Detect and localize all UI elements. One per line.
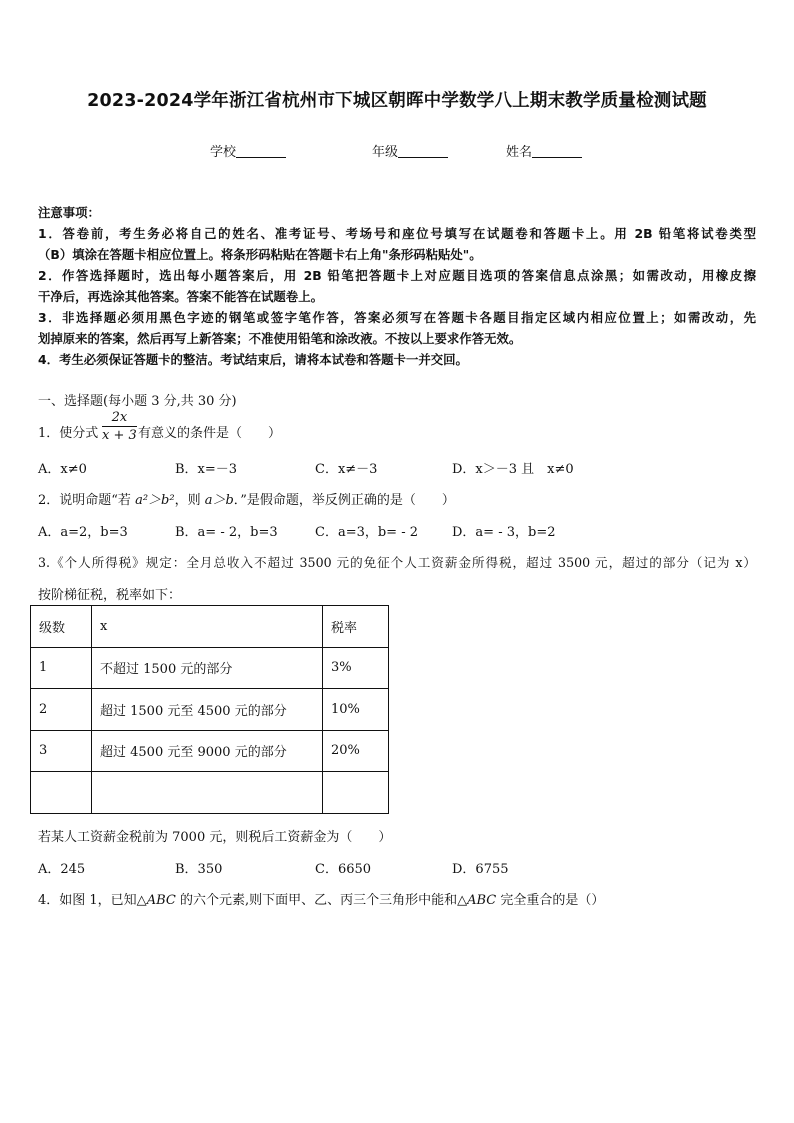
q1-option-b[interactable]: B．x=－3 [175,462,238,477]
notice-line: 4．考生必须保证答题卡的整洁。考试结束后，请将本试卷和答题卡一并交回。 [38,352,468,367]
q4-abc: ABC [467,893,497,908]
q2-stem-b: a²＞b² [135,493,175,508]
table-cell [323,772,389,814]
q3-question: 若某人工资薪金税前为 7000 元，则税后工资薪金为（ ） [38,830,392,845]
grade-field [372,141,448,160]
notice-line: （B）填涂在答题卡相应位置上。将条形码粘贴在答题卡右上角"条形码粘贴处"。 [38,247,482,262]
q2-stem-c: ，则 [174,493,205,508]
notice-line: 干净后，再选涂其他答案。答案不能答在试题卷上。 [38,289,323,304]
table-cell: 1 [31,647,92,689]
q2-option-a[interactable]: A．a=2，b=3 [38,525,128,540]
table-cell: 超过 1500 元至 4500 元的部分 [92,689,323,731]
table-cell: 3% [323,647,389,689]
table-cell: 20% [323,730,389,772]
q3-stem-line: 按阶梯征税，税率如下： [38,588,182,603]
table-row [31,730,389,772]
q4-stem-a: 4．如图 1，已知△ [38,893,147,908]
q3-option-a[interactable]: A．245 [38,862,86,877]
q2-option-b[interactable]: B．a= - 2，b=3 [175,525,278,540]
q3-option-c[interactable]: C．6650 [315,862,372,877]
table-header-cell: 税率 [323,606,389,648]
table-row [31,772,389,814]
q1-denominator: x + 3 [102,428,137,443]
q2-option-d[interactable]: D．a= - 3，b=2 [452,525,556,540]
q2-option-c[interactable]: C．a=3，b= - 2 [315,525,419,540]
notice-line: 划掉原来的答案，然后再写上新答案；不准使用铅笔和涂改液。不按以上要求作答无效。 [38,331,522,346]
q2-stem-d: a＞b [204,493,234,508]
name-field [506,141,582,160]
table-cell: 3 [31,730,92,772]
name-blank[interactable] [532,143,582,158]
q3-option-b[interactable]: B．350 [175,862,223,877]
table-cell [92,772,323,814]
grade-blank[interactable] [398,143,448,158]
table-header-cell: x [92,606,323,648]
school-label: 学校 [210,145,237,160]
q2-stem [38,489,455,508]
table-cell: 不超过 1500 元的部分 [92,647,323,689]
q2-stem-a: 2．说明命题“若 [38,493,136,508]
q4-stem-c: 完全重合的是（） [496,893,605,908]
q1-numerator: 2x [102,410,137,427]
q1-option-c[interactable]: C．x≠－3 [315,462,378,477]
school-field [210,141,286,160]
table-cell: 超过 4500 元至 9000 元的部分 [92,730,323,772]
notice-line: 3．非选择题必须用黑色字迹的钢笔或签字笔作答，答案必须写在答题卡各题目指定区域内相应位置上；如需改动，先 [38,310,756,325]
q3-option-d[interactable]: D．6755 [452,862,509,877]
table-header-row [31,606,389,648]
q1-option-a[interactable]: A．x≠0 [38,462,87,477]
table-header-cell: 级数 [31,606,92,648]
table-row [31,689,389,731]
page-title: 2023-2024学年浙江省杭州市下城区朝晖中学数学八上期末教学质量检测试题 [87,91,707,111]
table-cell: 10% [323,689,389,731]
name-label: 姓名 [506,145,533,160]
q1-prefix: 1．使分式 [38,426,99,441]
q1-option-d[interactable]: D．x＞－3 且 x≠0 [452,462,574,477]
tax-rate-table [30,605,389,814]
section-heading: 一、选择题(每小题 3 分,共 30 分) [38,394,237,409]
q1-suffix: 有意义的条件是（ ） [138,426,282,441]
q1-fraction [102,410,137,444]
notice-heading: 注意事项： [38,205,100,220]
q4-stem [38,889,604,908]
notice-line: 2．作答选择题时，选出每小题答案后，用 2B 铅笔把答题卡上对应题目选项的答案信息点涂黑；如需改动，用橡皮擦 [38,268,756,283]
q2-stem-e: ．”是假命题，举反例正确的是（ ） [233,493,455,508]
grade-label: 年级 [372,145,399,160]
school-blank[interactable] [236,143,286,158]
table-cell [31,772,92,814]
table-cell: 2 [31,689,92,731]
notice-line: 1．答卷前，考生务必将自己的姓名、准考证号、考场号和座位号填写在试题卷和答题卡上。用 2B 铅笔将试卷类型 [38,226,756,241]
q4-stem-b: 的六个元素,则下面甲、乙、丙三个三角形中能和△ [175,893,468,908]
table-row [31,647,389,689]
q4-abc: ABC [146,893,176,908]
q3-stem-line: 3.《个人所得税》规定：全月总收入不超过 3500 元的免征个人工资薪金所得税，超过 3500 元，超过的部分（记为 x） [38,555,756,570]
